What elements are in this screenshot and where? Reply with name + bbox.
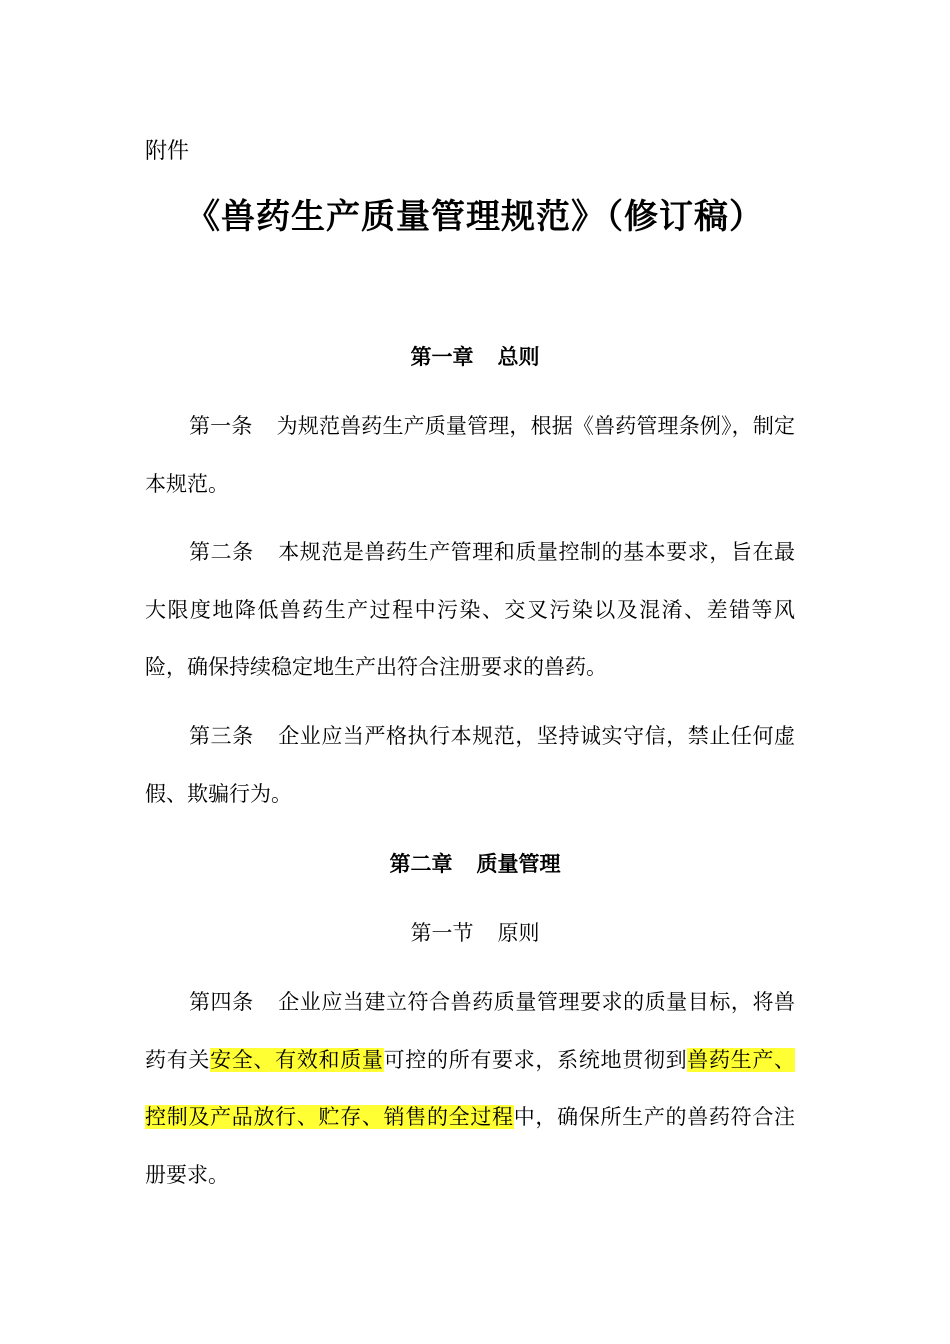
chapter-number: 第一章 [410,344,474,369]
article-text: 企业应当严格执行本规范，坚持诚实守信，禁止任何虚假、欺骗行为。 [145,724,796,806]
document-title: 《兽药生产质量管理规范》（修订稿） [186,197,764,237]
chapter-heading-1 [0,342,950,372]
article-1 [145,398,795,513]
highlighted-text: 兽药生产、控制及产品放行、贮存、销售的全过程 [145,1047,796,1129]
article-number: 第三条 [189,724,254,748]
article-text-part: 可控的所有要求，系统地贯彻到 [383,1047,688,1072]
highlighted-text: 安全、有效和质量 [210,1047,384,1072]
section-number: 第一节 [410,921,474,945]
chapter-heading-2 [0,849,950,879]
article-number: 第二条 [189,540,254,564]
section-name: 原则 [497,921,540,945]
chapter-number: 第二章 [389,851,453,876]
chapter-name: 质量管理 [476,851,561,876]
article-text: 为规范兽药生产质量管理，根据《兽药管理条例》，制定本规范。 [145,414,795,496]
section-heading-1 [0,918,950,948]
article-number: 第一条 [189,414,253,438]
article-3 [145,708,795,823]
article-2 [145,524,795,697]
article-text-part: 企业应当建立符合兽药质量管理要求的质量目标，将兽药有关 [145,990,796,1072]
article-text-part: 中，确保所生产的兽药符合注册要求。 [145,1105,796,1187]
article-4 [145,974,795,1204]
article-number: 第四条 [189,990,254,1014]
attachment-label: 附件 [145,139,190,164]
article-text: 本规范是兽药生产管理和质量控制的基本要求，旨在最大限度地降低兽药生产过程中污染、交叉污染以及混淆、差错等风险，确保持续稳定地生产出符合注册要求的兽药。 [145,540,796,679]
chapter-name: 总则 [497,344,540,369]
